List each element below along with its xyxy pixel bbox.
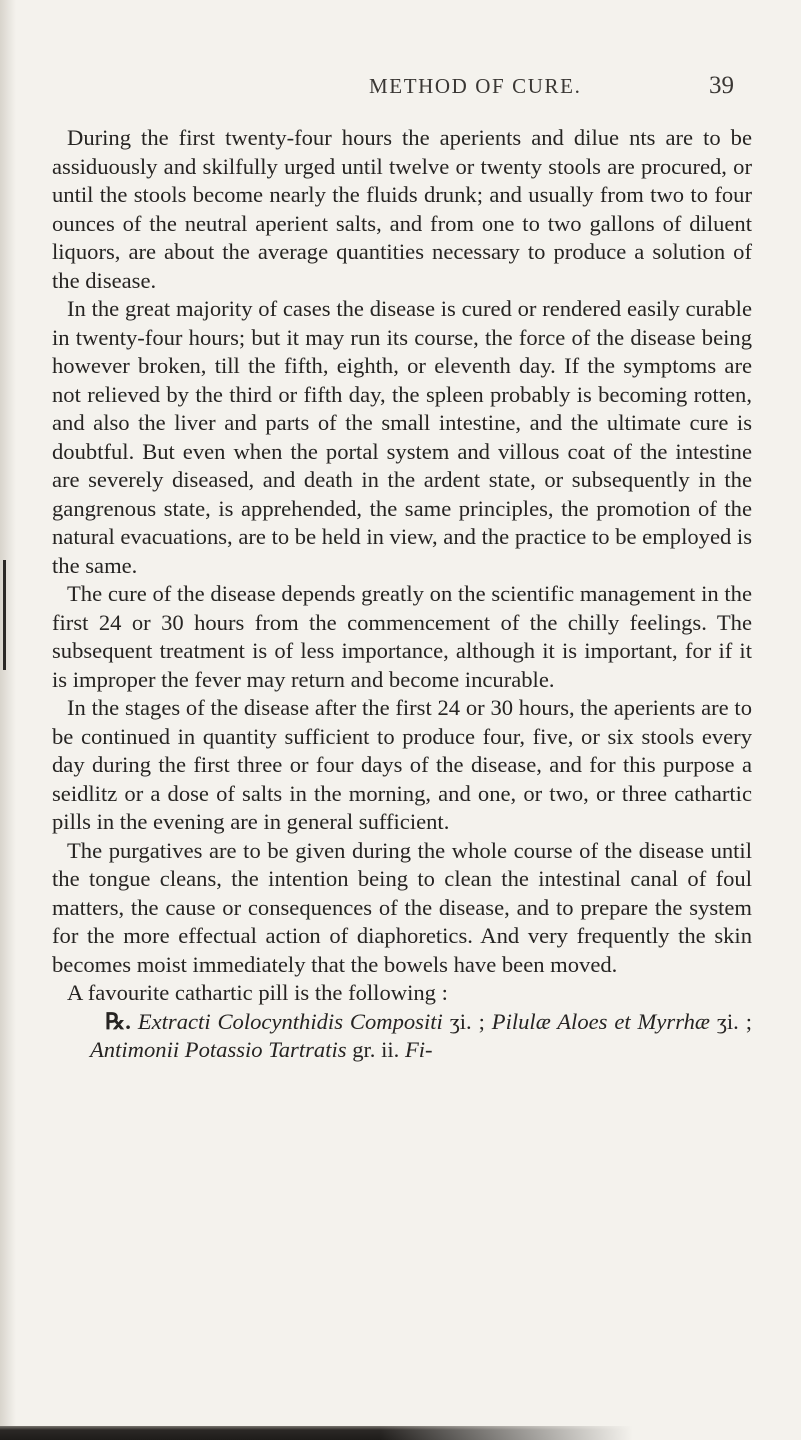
paragraph: The purgatives are to be given during the whole course of the disease until the tongue cleans, the intention being to clean the intestinal canal of foul matters, the cause or consequences of the disease, and to prepare the system for the more effectual action of diaphoretics. And very frequently the skin becomes moist immediately that the bowels have been moved. bbox=[52, 837, 752, 977]
prescription-item-name: Antimonii Potassio Tartratis bbox=[90, 1037, 347, 1062]
recipe-symbol: ℞. bbox=[105, 1008, 131, 1034]
paragraph: In the great majority of cases the disease is cured or rendered easily curable in twenty-four hours; but it may run its course, the force of the disease being however broken, till the fifth, eighth, or eleventh day. If the symptoms are not relieved by the third or fifth day, the spleen probably is becoming rotten, and also the liver and parts of the small intestine, and the ultimate cure is doubtful. But even when the portal system and villous coat of the intestine are severely diseased, and death in the ardent state, or subsequently in the gangrenous state, is apprehended, the same principles, the promotion of the natural evacuations, are to be held in view, and the practice to be employed is the same. bbox=[52, 296, 752, 578]
prescription bbox=[52, 1008, 752, 1065]
running-title: METHOD OF CURE. bbox=[369, 74, 582, 98]
prescription-item-name: Extracti Colocynthidis Compositi bbox=[137, 1008, 443, 1034]
prescription-continuation: Fi- bbox=[404, 1037, 433, 1062]
prescription-item-dose: ʒi. ; bbox=[716, 1008, 752, 1034]
prescription-item-dose: ʒi. ; bbox=[449, 1008, 485, 1034]
paragraph: During the first twenty-four hours the aperients and dilue nts are to be assiduously and skilfully urged until twelve or twenty stools are procured, or until the stools become nearly the fluids drunk; and usually from two to four ounces of the neutral aperient salts, and from one to two gallons of diluent liquors, are about the average quantities necessary to produce a solution of the disease. bbox=[52, 125, 752, 293]
paragraph: The cure of the disease depends greatly on the scientific management in the first 24 or 30 hours from the commencement of the chilly feelings. The subsequent treatment is of less importance, although it is important, for if it is improper the fever may return and become incurable. bbox=[52, 581, 752, 692]
prescription-item-dose: gr. ii. bbox=[352, 1037, 400, 1062]
page-bottom-edge-fade bbox=[380, 1426, 801, 1440]
paragraph: In the stages of the disease after the first 24 or 30 hours, the aperients are to be continued in quantity sufficient to produce four, five, or six stools every day during the first three or four days of the disease, and for this purpose a seidlitz or a dose of salts in the morning, and one, or two, or three cathartic pills in the evening are in general sufficient. bbox=[52, 695, 752, 834]
margin-mark bbox=[3, 560, 6, 670]
page-number: 39 bbox=[709, 72, 734, 99]
body-text bbox=[52, 124, 752, 1065]
prescription-item-name: Pilulæ Aloes et Myrrhæ bbox=[491, 1008, 710, 1034]
paragraph: A favourite cathartic pill is the following : bbox=[67, 980, 448, 1005]
page-gutter-shadow bbox=[0, 0, 16, 1440]
